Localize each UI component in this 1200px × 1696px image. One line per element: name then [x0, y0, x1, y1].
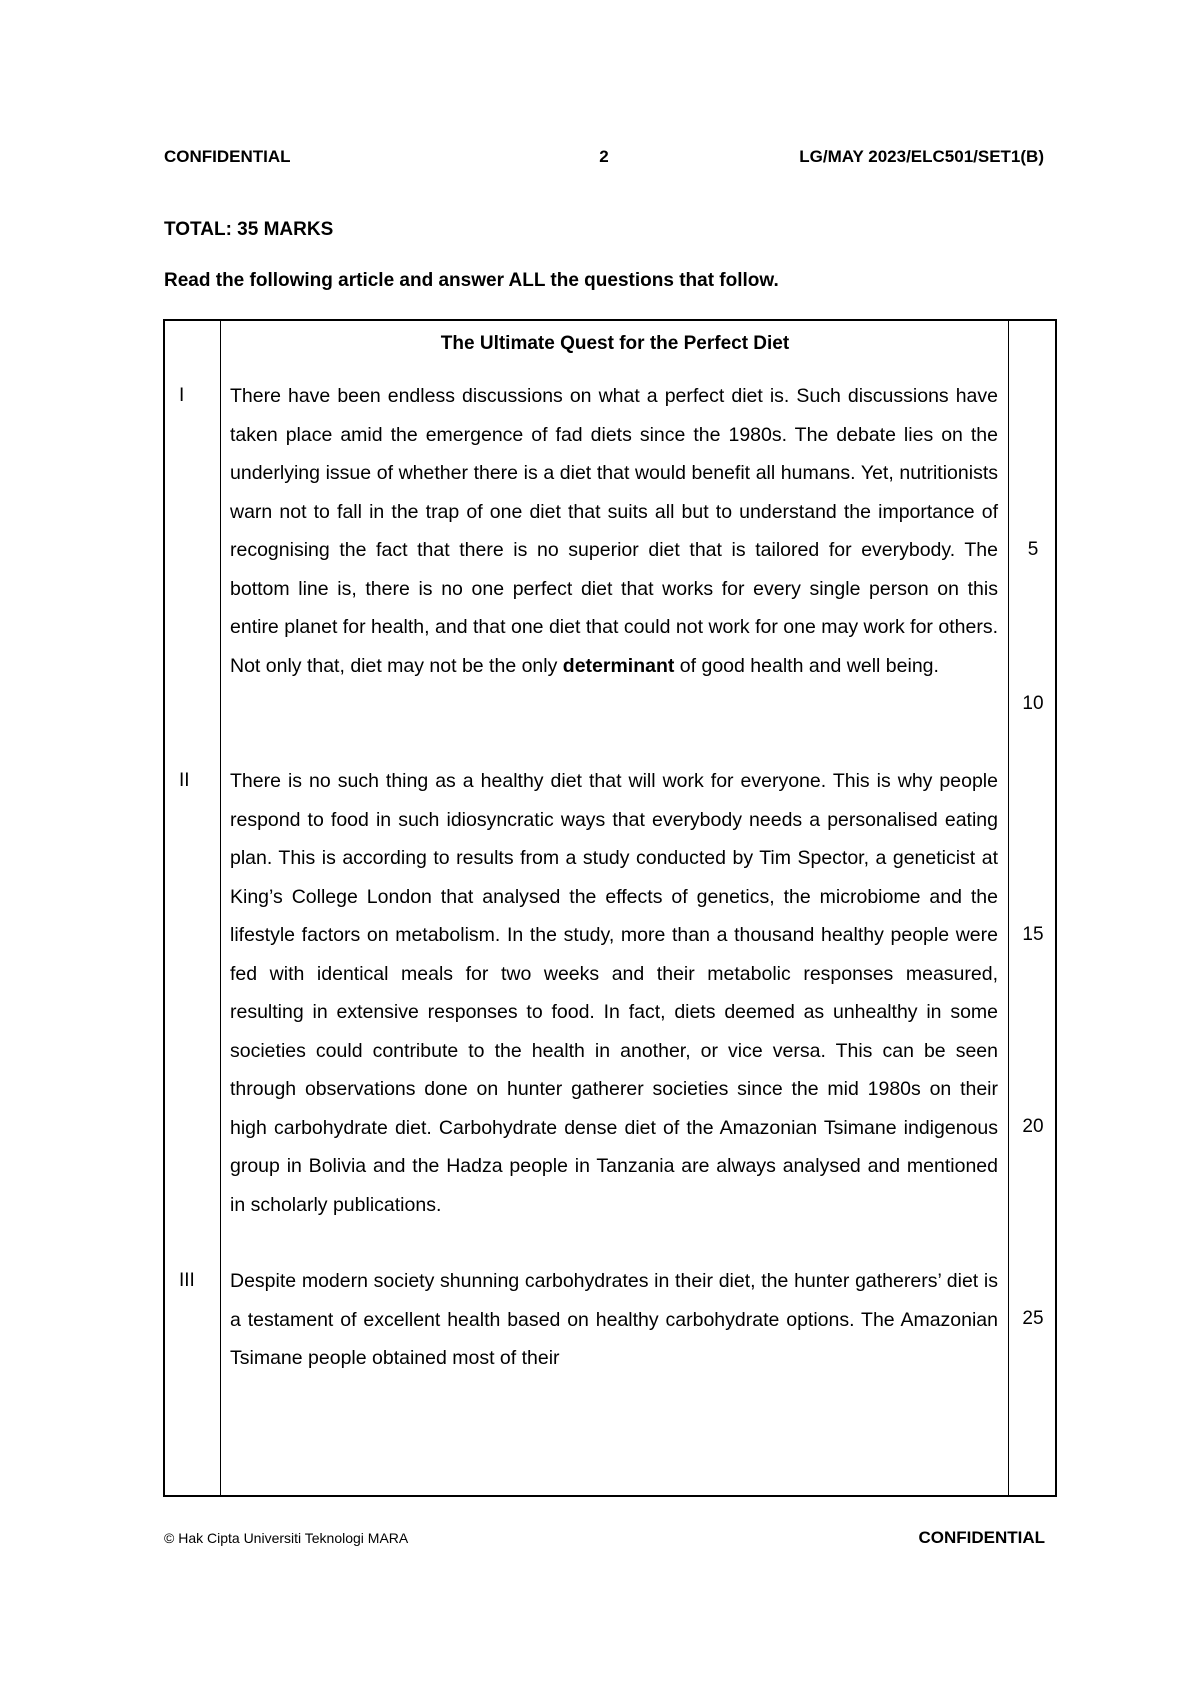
- line-number-25: 25: [1022, 1308, 1044, 1329]
- paragraph-1-text-after: of good health and well being.: [674, 654, 939, 677]
- line-number-10: 10: [1022, 693, 1044, 714]
- header-confidential: CONFIDENTIAL: [164, 147, 291, 166]
- article-box: [163, 319, 1057, 1497]
- instruction: Read the following article and answer ALL the questions that follow.: [164, 270, 779, 291]
- paragraph-number-1: I: [179, 385, 185, 406]
- paragraph-1: [230, 377, 998, 685]
- paragraph-number-3: III: [179, 1270, 195, 1291]
- bold-word-determinant: determinant: [562, 654, 675, 677]
- total-marks: TOTAL: 35 MARKS: [164, 219, 334, 240]
- paragraph-number-2: II: [179, 770, 190, 791]
- line-number-20: 20: [1022, 1116, 1044, 1137]
- paragraph-number-divider: [220, 321, 221, 1495]
- header-page-number: 2: [599, 147, 609, 166]
- footer-copyright: © Hak Cipta Universiti Teknologi MARA: [164, 1530, 409, 1546]
- paragraph-1-text-before: There have been endless discussions on what a perfect diet is. Such discussions have taken place amid the emergence of fad diets since the 1980s. The debate lies on the underlying issue of whether there is a diet that would benefit all humans. Yet, nutritionists warn not to fall in the trap of one diet that suits all but to understand the importance of recognising the fact that there is no superior diet that is tailored for everybody. The bottom line is, there is no one perfect diet that works for every single person on this entire planet for health, and that one diet that could not work for one may work for others. Not only that, diet may not be the only: [230, 385, 998, 677]
- footer-confidential: CONFIDENTIAL: [918, 1528, 1045, 1547]
- header-exam-code: LG/MAY 2023/ELC501/SET1(B): [799, 147, 1044, 166]
- paragraph-2: There is no such thing as a healthy diet that will work for everyone. This is why people respond to food in such idiosyncratic ways that everybody needs a personalised eating plan. This is according to results from a study conducted by Tim Spector, a geneticist at King’s College London that analysed the effects of genetics, the microbiome and the lifestyle factors on metabolism. In the study, more than a thousand healthy people were fed with identical meals for two weeks and their metabolic responses measured, resulting in extensive responses to food. In fact, diets deemed as unhealthy in some societies could contribute to the health in another, or vice versa. This can be seen through observations done on hunter gatherer societies since the mid 1980s on their high carbohydrate diet. Carbohydrate dense diet of the Amazonian Tsimane indigenous group in Bolivia and the Hadza people in Tanzania are always analysed and mentioned in scholarly publications.: [230, 770, 998, 1216]
- line-number-5: 5: [1027, 539, 1039, 560]
- article-title: The Ultimate Quest for the Perfect Diet: [440, 333, 790, 354]
- line-number-15: 15: [1022, 924, 1044, 945]
- paragraph-3: Despite modern society shunning carbohydrates in their diet, the hunter gatherers’ diet is a testament of excellent health based on healthy carbohydrate options. The Amazonian Tsimane people obtained most of their: [230, 1270, 998, 1369]
